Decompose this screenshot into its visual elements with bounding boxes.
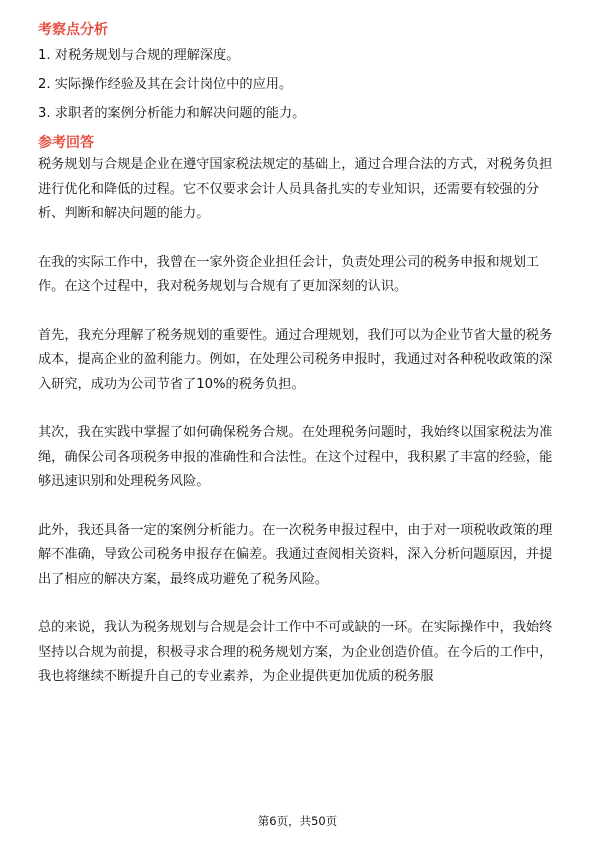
- answer-paragraph-5: 此外，我还具备一定的案例分析能力。在一次税务申报过程中，由于对一项税收政策的理解不准确，导致公司税务申报存在偏差。我通过查阅相关资料，深入分析问题原因，并提出了相应的解决方案，最终成功避免了税务风险。: [38, 522, 553, 587]
- points-list: [38, 46, 564, 124]
- page-number-footer: 第6页，共50页: [257, 814, 338, 828]
- answer-paragraph-3: 首先，我充分理解了税务规划的重要性。通过合理规划，我们可以为企业节省大量的税务成本，提高企业的盈利能力。例如，在处理公司税务申报时，我通过对各种税收政策的深入研究，成功为公司节省了10%的税务负担。: [38, 327, 553, 392]
- answer-paragraph-4: 其次，我在实践中掌握了如何确保税务合规。在处理税务问题时，我始终以国家税法为准绳，确保公司各项税务申报的准确性和合法性。在这个过程中，我积累了丰富的经验，能够迅速识别和处理税务风险。: [38, 425, 553, 489]
- points-heading: 考察点分析: [38, 22, 108, 38]
- point-item-2: 2. 实际操作经验及其在会计岗位中的应用。: [38, 77, 293, 92]
- point-item-1: 1. 对税务规划与合规的理解深度。: [38, 48, 240, 63]
- page-content: [38, 20, 564, 714]
- answer-heading: 参考回答: [38, 135, 94, 151]
- answer-paragraph-1: 税务规划与合规是企业在遵守国家税法规定的基础上，通过合理合法的方式，对税务负担进行优化和降低的过程。它不仅要求会计人员具备扎实的专业知识，还需要有较强的分析、判断和解决问题的能力。: [38, 157, 553, 221]
- answer-paragraph-6: 总的来说，我认为税务规划与合规是会计工作中不可或缺的一环。在实际操作中，我始终坚持以合规为前提，积极寻求合理的税务规划方案，为企业创造价值。在今后的工作中，我也将继续不断提升自己的专业素养，为企业提供更加优质的税务服: [38, 620, 553, 684]
- point-item-3: 3. 求职者的案例分析能力和解决问题的能力。: [38, 106, 306, 121]
- answer-paragraph-2: 在我的实际工作中，我曾在一家外资企业担任会计，负责处理公司的税务申报和规划工作。在这个过程中，我对税务规划与合规有了更加深刻的认识。: [38, 254, 540, 294]
